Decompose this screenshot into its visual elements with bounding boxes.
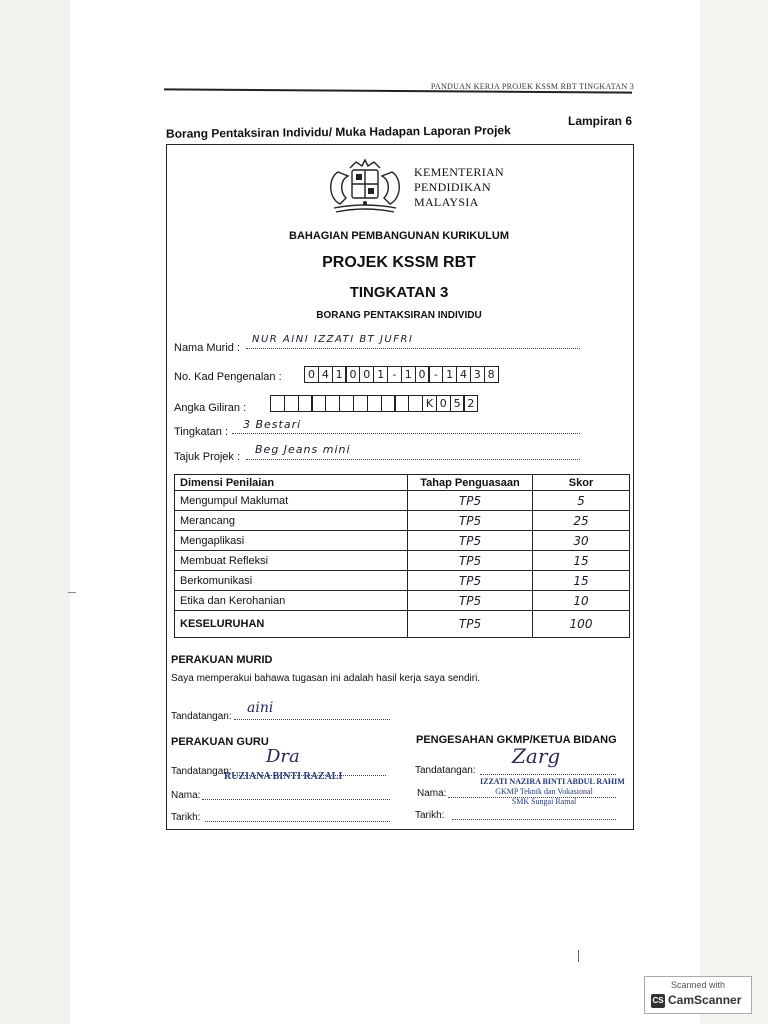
camscanner-logo-icon: CS xyxy=(651,994,665,1008)
kad-digit-box: 0 xyxy=(359,366,374,383)
nama-murid-label: Nama Murid : xyxy=(174,342,241,354)
pengesahan-tarikh-label: Tarikh: xyxy=(415,810,445,821)
no-kad-label: No. Kad Pengenalan : xyxy=(174,371,282,383)
giliran-box: K xyxy=(422,395,437,412)
guru-tandatangan-label: Tandatangan: xyxy=(171,766,232,777)
guru-nama-line xyxy=(202,799,390,800)
lampiran-label: Lampiran 6 xyxy=(568,114,633,128)
kad-digit-box: 4 xyxy=(456,366,471,383)
total-label: KESELURUHAN xyxy=(175,611,408,638)
scan-background-left xyxy=(0,0,70,1024)
giliran-box xyxy=(394,395,409,412)
scan-tick-mark xyxy=(578,950,579,962)
dimensi-cell: Mengumpul Maklumat xyxy=(175,491,408,511)
table-header-row xyxy=(175,475,630,491)
giliran-box xyxy=(353,395,368,412)
guru-nama-label: Nama: xyxy=(171,790,201,801)
pengesahan-tandatangan-line xyxy=(480,774,616,775)
giliran-box xyxy=(325,395,340,412)
skor-cell[interactable]: 15 xyxy=(533,551,630,571)
tingkatan-value[interactable]: 3 Bestari xyxy=(243,418,302,431)
borang-heading: BORANG PENTAKSIRAN INDIVIDU xyxy=(316,310,482,321)
camscanner-badge xyxy=(644,976,752,1014)
tahap-cell[interactable]: TP5 xyxy=(408,511,533,531)
header-dimensi: Dimensi Penilaian xyxy=(175,475,408,491)
angka-giliran-boxes[interactable] xyxy=(270,395,477,412)
perakuan-murid-heading: PERAKUAN MURID xyxy=(171,654,273,666)
table-row xyxy=(175,551,630,571)
giliran-box xyxy=(408,395,423,412)
kad-digit-box: 0 xyxy=(415,366,430,383)
giliran-box xyxy=(298,395,313,412)
pengesahan-stamp xyxy=(480,777,625,807)
skor-cell[interactable]: 25 xyxy=(533,511,630,531)
tahap-cell[interactable]: TP5 xyxy=(408,591,533,611)
projek-heading: PROJEK KSSM RBT xyxy=(322,254,476,271)
angka-giliran-label: Angka Giliran : xyxy=(174,402,247,414)
guru-name-stamp: RUZIANA BINTI RAZALI xyxy=(224,771,343,782)
stamp-line-2: GKMP Teknik dan Vokasional xyxy=(495,787,593,796)
table-row xyxy=(175,571,630,591)
camscanner-top-text: Scanned with xyxy=(670,980,726,990)
kad-digit-box: 0 xyxy=(345,366,360,383)
skor-cell[interactable]: 10 xyxy=(533,591,630,611)
giliran-box xyxy=(311,395,326,412)
dimensi-cell: Berkomunikasi xyxy=(175,571,408,591)
total-skor[interactable]: 100 xyxy=(533,611,630,638)
nama-murid-value[interactable]: NUR AINI IZZATI BT JUFRI xyxy=(252,334,414,345)
tingkatan-label: Tingkatan : xyxy=(174,426,229,438)
table-row xyxy=(175,531,630,551)
header-tahap: Tahap Penguasaan xyxy=(408,475,533,491)
running-header: PANDUAN KERJA PROJEK KSSM RBT TINGKATAN 3 xyxy=(430,82,634,91)
skor-cell[interactable]: 30 xyxy=(533,531,630,551)
murid-signature[interactable]: aini xyxy=(247,700,274,716)
kad-digit-box: 3 xyxy=(470,366,485,383)
no-kad-boxes[interactable] xyxy=(304,366,497,383)
dimensi-cell: Etika dan Kerohanian xyxy=(175,591,408,611)
kad-digit-box: - xyxy=(387,366,402,383)
pengesahan-heading: PENGESAHAN GKMP/KETUA BIDANG xyxy=(416,734,617,746)
table-row xyxy=(175,591,630,611)
total-tahap[interactable]: TP5 xyxy=(408,611,533,638)
giliran-box: 0 xyxy=(436,395,451,412)
tahap-cell[interactable]: TP5 xyxy=(408,551,533,571)
giliran-box xyxy=(270,395,285,412)
guru-signature[interactable]: Dra xyxy=(266,746,300,767)
pengesahan-tandatangan-label: Tandatangan: xyxy=(415,765,476,776)
header-skor: Skor xyxy=(533,475,630,491)
form-title: Borang Pentaksiran Individu/ Muka Hadapan Laporan Projek xyxy=(165,123,511,141)
kad-digit-box: 4 xyxy=(318,366,333,383)
nama-murid-line xyxy=(246,348,580,349)
giliran-box xyxy=(339,395,354,412)
kad-digit-box: 1 xyxy=(332,366,347,383)
guru-tarikh-label: Tarikh: xyxy=(171,812,201,823)
pengesahan-tarikh-line xyxy=(452,819,616,820)
table-row xyxy=(175,491,630,511)
malaysia-coat-of-arms-icon xyxy=(320,158,410,214)
table-total-row xyxy=(175,611,630,638)
tajuk-projek-value[interactable]: Beg Jeans mini xyxy=(255,443,351,456)
perakuan-murid-statement: Saya memperakui bahawa tugasan ini adalah hasil kerja saya sendiri. xyxy=(171,673,481,684)
scan-mark xyxy=(68,592,76,593)
kad-digit-box: 1 xyxy=(373,366,388,383)
murid-tandatangan-line xyxy=(234,719,390,720)
assessment-table xyxy=(174,474,630,638)
tajuk-projek-line xyxy=(246,459,580,460)
ministry-line-1: KEMENTERIAN xyxy=(414,165,504,179)
skor-cell[interactable]: 15 xyxy=(533,571,630,591)
tahap-cell[interactable]: TP5 xyxy=(408,571,533,591)
kad-digit-box: 0 xyxy=(304,366,319,383)
tahap-cell[interactable]: TP5 xyxy=(408,531,533,551)
camscanner-name: CamScanner xyxy=(668,993,742,1007)
dimensi-cell: Mengaplikasi xyxy=(175,531,408,551)
kad-digit-box: 1 xyxy=(442,366,457,383)
giliran-box xyxy=(381,395,396,412)
skor-cell[interactable]: 5 xyxy=(533,491,630,511)
kad-digit-box: 8 xyxy=(484,366,499,383)
pengesahan-nama-line xyxy=(448,797,616,798)
giliran-box: 5 xyxy=(450,395,465,412)
dimensi-cell: Membuat Refleksi xyxy=(175,551,408,571)
tajuk-projek-label: Tajuk Projek : xyxy=(174,451,241,463)
pengesahan-signature[interactable]: Zarg xyxy=(512,744,561,768)
guru-tarikh-line xyxy=(205,821,390,822)
ministry-line-3: MALAYSIA xyxy=(414,195,479,209)
ministry-line-2: PENDIDIKAN xyxy=(414,180,491,194)
giliran-box xyxy=(367,395,382,412)
kad-digit-box: - xyxy=(428,366,443,383)
stamp-line-3: SMK Sungai Ramal xyxy=(511,797,577,806)
tingkatan-line xyxy=(232,433,580,434)
stamp-line-1: IZZATI NAZIRA BINTI ABDUL RAHIM xyxy=(480,777,625,786)
kad-digit-box: 1 xyxy=(401,366,416,383)
dimensi-cell: Merancang xyxy=(175,511,408,531)
scan-background-right xyxy=(700,0,768,1024)
bahagian-heading: BAHAGIAN PEMBANGUNAN KURIKULUM xyxy=(289,230,509,242)
perakuan-guru-heading: PERAKUAN GURU xyxy=(171,736,269,748)
pengesahan-nama-label: Nama: xyxy=(417,788,447,799)
giliran-box: 2 xyxy=(463,395,478,412)
tahap-cell[interactable]: TP5 xyxy=(408,491,533,511)
murid-tandatangan-label: Tandatangan: xyxy=(171,711,232,722)
ministry-name xyxy=(414,165,504,210)
tingkatan-heading: TINGKATAN 3 xyxy=(349,284,449,301)
giliran-box xyxy=(284,395,299,412)
table-row xyxy=(175,511,630,531)
